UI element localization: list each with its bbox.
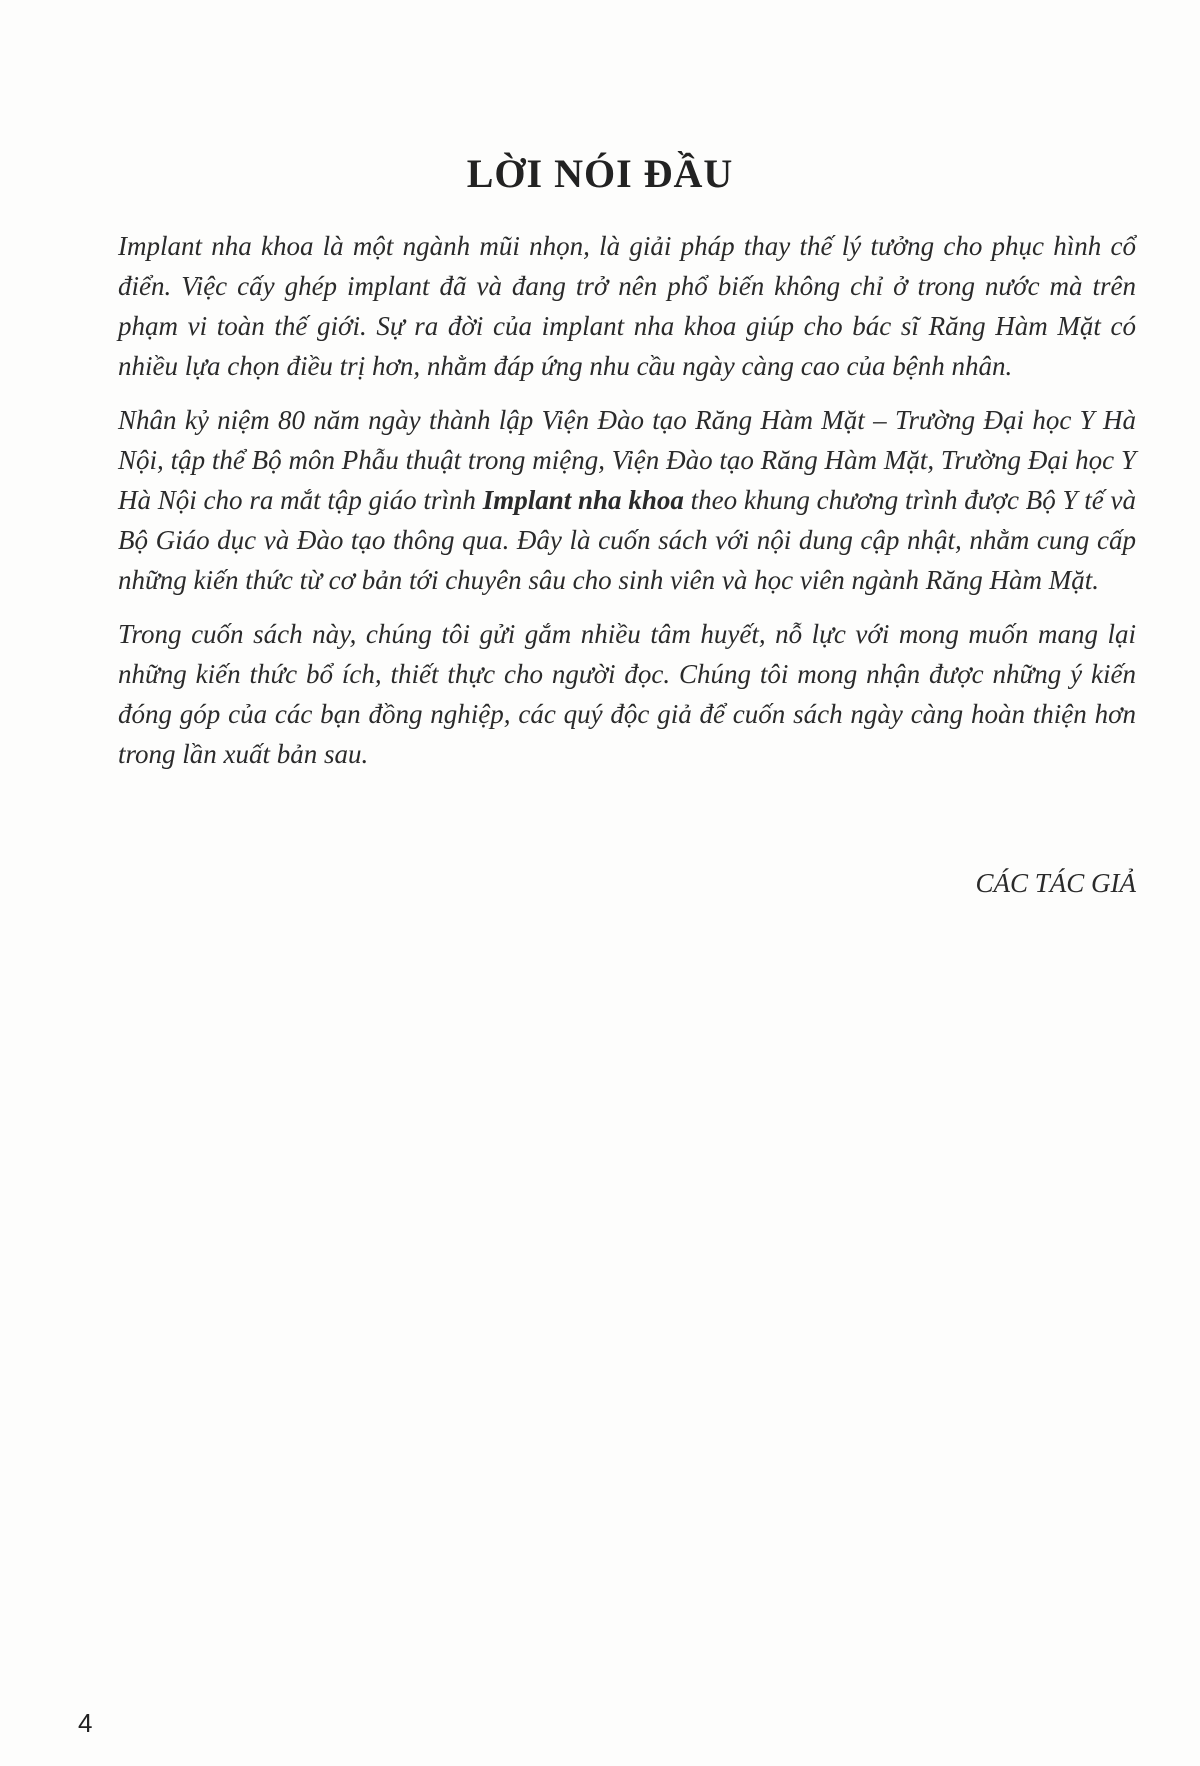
paragraph-intro: Implant nha khoa là một ngành mũi nhọn, là giải pháp thay thế lý tưởng cho phục hình cổ điển. Việc cấy ghép implant đã và đang trở nên phổ biến không chỉ ở trong nước mà trên phạm vi toàn thế giới. Sự ra đời của implant nha khoa giúp cho bác sĩ Răng Hàm Mặt có nhiều lựa chọn điều trị hơn, nhằm đáp ứng nhu cầu ngày càng cao của bệnh nhân.	[118, 231, 1136, 381]
paragraph-closing: Trong cuốn sách này, chúng tôi gửi gắm nhiều tâm huyết, nỗ lực với mong muốn mang lại những kiến thức bổ ích, thiết thực cho người đọc. Chúng tôi mong nhận được những ý kiến đóng góp của các bạn đồng nghiệp, các quý độc giả để cuốn sách ngày càng hoàn thiện hơn trong lần xuất bản sau.	[118, 619, 1136, 769]
authors-signature: CÁC TÁC GIẢ	[975, 868, 1136, 898]
preface-body	[118, 226, 1136, 788]
paragraph-anniversary	[118, 400, 1136, 600]
page-number: 4	[78, 1708, 93, 1738]
page-title: LỜI NÓI ĐẦU	[466, 151, 734, 196]
paragraph-anniversary-start: Nhân kỷ niệm 80 năm ngày thành lập Viện Đào tạo Răng Hàm Mặt – Trường Đại học Y Hà Nội, tập thể Bộ môn Phẫu thuật trong miệng, Viện Đào tạo Răng Hàm Mặt, Trường Đại học Y Hà Nội cho ra mắt tập giáo trình	[118, 405, 1136, 515]
book-title-emphasis: Implant nha khoa	[482, 485, 684, 515]
paragraph-anniversary-end: theo khung chương trình được Bộ Y tế và Bộ Giáo dục và Đào tạo thông qua. Đây là cuốn sách với nội dung cập nhật, nhằm cung cấp những kiến thức từ cơ bản tới chuyên sâu cho sinh viên và học viên ngành Răng Hàm Mặt.	[118, 485, 1137, 595]
